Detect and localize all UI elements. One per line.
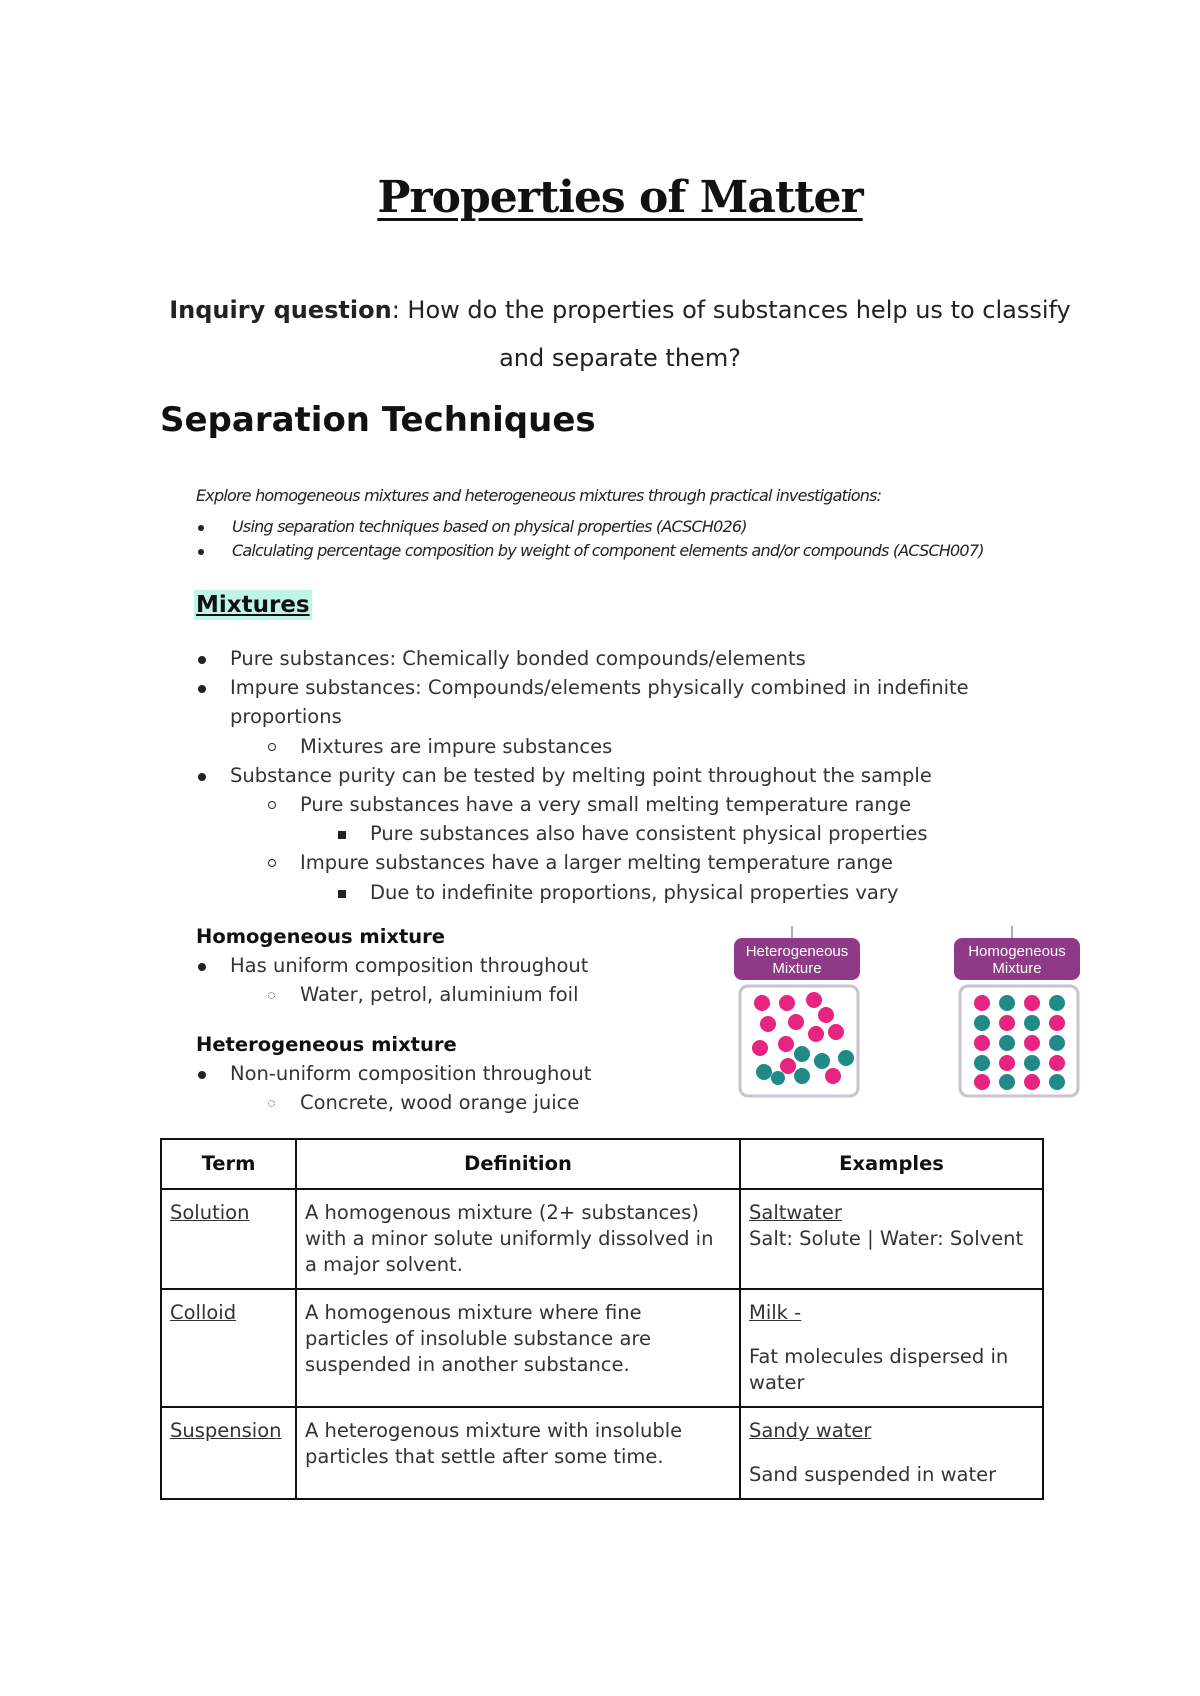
definition-cell: A homogenous mixture (2+ substances) with a minor solute uniformly dissolved in a major solvent.: [296, 1189, 740, 1289]
mixture-diagram: [730, 926, 1090, 1106]
heterogeneous-diagram: [734, 926, 860, 1096]
table-row: [161, 1407, 1043, 1499]
homogeneous-heading: Homogeneous mixture: [196, 925, 446, 948]
homogeneous-diagram: [954, 926, 1080, 1096]
mixture-types-table: [160, 1138, 1044, 1500]
column-header-definition: Definition: [296, 1139, 740, 1189]
inquiry-text: How do the properties of substances help us to classify and separate them?: [407, 296, 1071, 372]
heterogeneous-label-line2: Mixture: [772, 960, 822, 977]
example-cell: [740, 1289, 1043, 1407]
example-title: Sandy water: [749, 1419, 872, 1442]
column-header-examples: Examples: [740, 1139, 1043, 1189]
list-item: Pure substances also have consistent physical properties: [196, 819, 1076, 848]
inquiry-question: [160, 286, 1080, 382]
term-name: Colloid: [170, 1301, 237, 1324]
example-cell: [740, 1407, 1043, 1499]
term-cell: [161, 1189, 296, 1289]
inquiry-label: Inquiry question: [169, 296, 392, 324]
term-cell: [161, 1407, 296, 1499]
homogeneous-section: [196, 922, 716, 1010]
term-cell: [161, 1289, 296, 1407]
example-title: Saltwater: [749, 1201, 842, 1224]
definition-cell: A heterogenous mixture with insoluble particles that settle after some time.: [296, 1407, 740, 1499]
list-item: Substance purity can be tested by melting point throughout the sample: [196, 761, 1076, 790]
list-item: Water, petrol, aluminium foil: [196, 980, 716, 1009]
list-item: Mixtures are impure substances: [196, 732, 1076, 761]
syllabus-item: Using separation techniques based on physical properties (ACSCH026): [196, 515, 1076, 539]
homogeneous-label-line1: Homogeneous: [968, 943, 1066, 960]
list-item: Pure substances have a very small melting temperature range: [196, 790, 1076, 819]
mixtures-bullet-list: [196, 644, 1076, 907]
syllabus-list: [196, 515, 1076, 563]
list-item: Due to indefinite proportions, physical properties vary: [196, 878, 1076, 907]
term-name: Suspension: [170, 1419, 282, 1442]
syllabus-item: Calculating percentage composition by weight of component elements and/or compounds (ACSCH007): [196, 539, 1076, 563]
example-cell: [740, 1189, 1043, 1289]
list-item: Concrete, wood orange juice: [196, 1088, 716, 1117]
syllabus-intro: Explore homogeneous mixtures and heterogeneous mixtures through practical investigations:: [196, 486, 882, 505]
example-title: Milk -: [749, 1301, 802, 1324]
table-row: [161, 1289, 1043, 1407]
term-name: Solution: [170, 1201, 250, 1224]
list-item: Non-uniform composition throughout: [196, 1059, 716, 1088]
list-item: Pure substances: Chemically bonded compounds/elements: [196, 644, 1076, 673]
definition-cell: A homogenous mixture where fine particles of insoluble substance are suspended in another substance.: [296, 1289, 740, 1407]
mixtures-heading: Mixtures: [196, 592, 310, 618]
heterogeneous-heading: Heterogeneous mixture: [196, 1033, 457, 1056]
page-title: Properties of Matter: [377, 172, 863, 223]
list-item: Impure substances: Compounds/elements physically combined in indefinite proportions: [196, 673, 1076, 731]
column-header-term: Term: [161, 1139, 296, 1189]
list-item: Has uniform composition throughout: [196, 951, 716, 980]
inquiry-separator: :: [391, 296, 400, 324]
table-header-row: [161, 1139, 1043, 1189]
homogeneous-label-line2: Mixture: [992, 960, 1042, 977]
example-detail: Fat molecules dispersed in water: [749, 1345, 1009, 1394]
heterogeneous-section: [196, 1030, 716, 1118]
section-heading: Separation Techniques: [160, 400, 596, 440]
table-row: [161, 1189, 1043, 1289]
example-detail: Salt: Solute | Water: Solvent: [749, 1227, 1024, 1250]
syllabus-block: [196, 486, 1076, 563]
list-item: Impure substances have a larger melting temperature range: [196, 848, 1076, 877]
heterogeneous-label-line1: Heterogeneous: [745, 943, 849, 960]
example-detail: Sand suspended in water: [749, 1463, 997, 1486]
